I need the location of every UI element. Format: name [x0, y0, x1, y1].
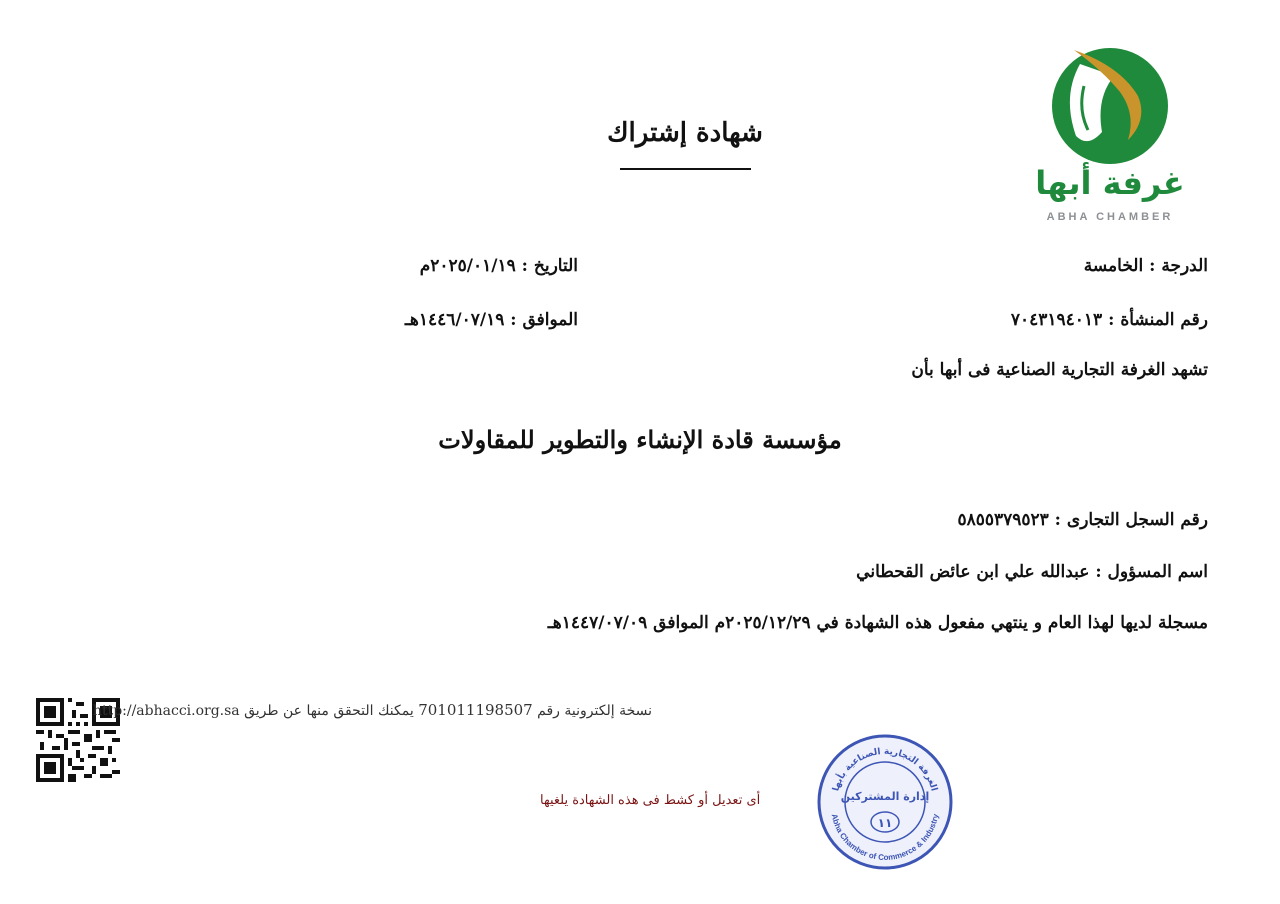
- hijri-date-field: الموافق : ١٤٤٦/٠٧/١٩هـ: [404, 310, 578, 330]
- establishment-number-label: رقم المنشأة: [1120, 310, 1208, 330]
- date-field: التاريخ : ٢٠٢٥/٠١/١٩م: [419, 256, 578, 276]
- stamp-number: ١١: [877, 816, 893, 830]
- chamber-stamp: [815, 732, 955, 872]
- stamp-top-text: الغرفة التجارية الصناعية بأبها: [831, 746, 939, 793]
- commercial-register-label: رقم السجل التجارى: [1066, 510, 1208, 530]
- verification-line: [93, 701, 652, 719]
- hijri-date-value: ١٤٤٦/٠٧/١٩هـ: [404, 310, 505, 330]
- date-value: ٢٠٢٥/٠١/١٩م: [419, 256, 516, 276]
- logo-arabic-name: غرفة أبها: [1035, 164, 1185, 202]
- logo-english-name: ABHA CHAMBER: [1046, 211, 1174, 223]
- company-name: مؤسسة قادة الإنشاء والتطوير للمقاولات: [438, 425, 842, 454]
- verification-url-link[interactable]: http://abhacci.org.sa: [92, 703, 240, 719]
- validity-statement: مسجلة لديها لهذا العام و ينتهي مفعول هذه الشهادة في ٢٠٢٥/١٢/٢٩م الموافق ١٤٤٧/٠٧/٠٩هـ: [547, 613, 1208, 633]
- verification-middle: يمكنك التحقق منها عن طريق: [244, 703, 414, 719]
- verification-prefix: نسخة إلكترونية رقم: [537, 703, 652, 719]
- manager-field: اسم المسؤول : عبدالله علي ابن عائض القحطاني: [856, 562, 1208, 582]
- grade-label: الدرجة: [1161, 256, 1208, 276]
- verification-number: 701011198507: [418, 701, 533, 719]
- manager-label: اسم المسؤول: [1107, 562, 1208, 582]
- date-label: التاريخ: [533, 256, 578, 276]
- grade-field: الدرجة : الخامسة: [1083, 256, 1208, 276]
- stamp-bottom-text: Abha Chamber of Commerce & Industry: [829, 813, 941, 863]
- certificate-title: شهادة إشتراك: [607, 118, 763, 148]
- manager-value: عبدالله علي ابن عائض القحطاني: [856, 562, 1090, 582]
- commercial-register-field: رقم السجل التجارى : ٥٨٥٥٣٧٩٥٢٣: [957, 510, 1208, 530]
- abha-chamber-logo: [1010, 36, 1200, 228]
- title-underline: [620, 168, 751, 170]
- grade-value: الخامسة: [1083, 256, 1144, 276]
- tampering-warning: أى تعديل أو كشط فى هذه الشهادة يلغيها: [540, 793, 761, 808]
- establishment-number-field: رقم المنشأة : ٧٠٤٣١٩٤٠١٣: [1010, 310, 1208, 330]
- certification-intro: تشهد الغرفة التجارية الصناعية فى أبها بأن: [911, 360, 1208, 380]
- hijri-date-label: الموافق: [522, 310, 578, 330]
- establishment-number-value: ٧٠٤٣١٩٤٠١٣: [1010, 310, 1103, 330]
- stamp-department: إدارة المشتركين: [840, 790, 930, 803]
- commercial-register-value: ٥٨٥٥٣٧٩٥٢٣: [957, 510, 1049, 530]
- logo-globe: [1052, 48, 1168, 164]
